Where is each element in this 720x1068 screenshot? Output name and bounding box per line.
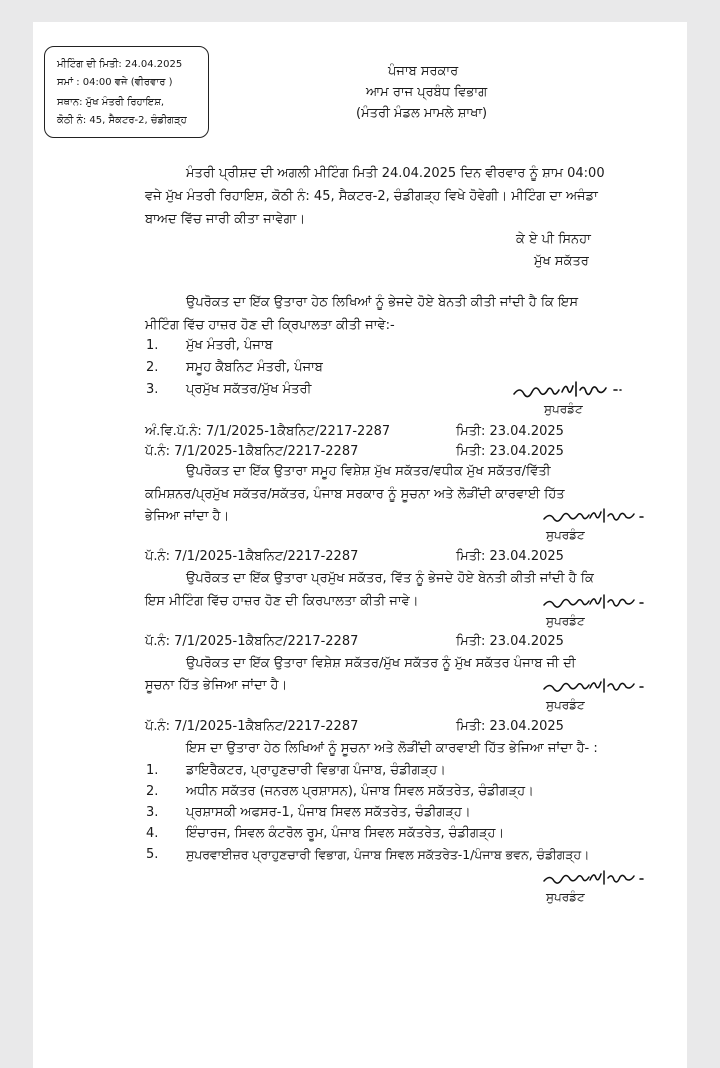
list-item: ਸਮੂਹ ਕੈਬਨਿਟ ਮੰਤਰੀ, ਪੰਜਾਬ bbox=[186, 360, 323, 375]
ref3-line-2: ਇਸ ਮੀਟਿੰਗ ਵਿੱਚ ਹਾਜ਼ਰ ਹੋਣ ਦੀ ਕਿਰਪਾਲਤਾ ਕੀਤੀ ਜਾਵੇ। bbox=[145, 594, 419, 609]
list-item: ਡਾਇਰੈਕਟਰ, ਪ੍ਰਾਹੁਣਚਾਰੀ ਵਿਭਾਗ ਪੰਜਾਬ, ਚੰਡੀਗੜ੍ਹ। bbox=[186, 763, 446, 778]
reference-date: ਮਿਤੀ: 23.04.2025 bbox=[456, 719, 564, 734]
signatory-name: ਕੇ ਏ ਪੀ ਸਿਨਹਾ bbox=[516, 232, 591, 247]
reference-date: ਮਿਤੀ: 23.04.2025 bbox=[456, 549, 564, 564]
header-branch: (ਮੰਤਰੀ ਮੰਡਲ ਮਾਮਲੇ ਸ਼ਾਖਾ) bbox=[356, 106, 488, 121]
intro-line-3: ਬਾਅਦ ਵਿੱਚ ਜਾਰੀ ਕੀਤਾ ਜਾਵੇਗਾ। bbox=[145, 212, 306, 227]
list-item: ਅਧੀਨ ਸਕੱਤਰ (ਜਨਰਲ ਪ੍ਰਸ਼ਾਸਨ), ਪੰਜਾਬ ਸਿਵਲ ਸਕੱਤਰੇਤ, ਚੰਡੀਗੜ੍ਹ। bbox=[186, 784, 534, 799]
list-item-number: 5. bbox=[146, 847, 159, 862]
superintendent-label: ਸੁਪਰਡੰਟ bbox=[546, 528, 585, 542]
meeting-date: ਮੀਟਿੰਗ ਦੀ ਮਿਤੀ: 24.04.2025 bbox=[57, 59, 183, 70]
superintendent-signature bbox=[540, 592, 660, 630]
list-item-number: 2. bbox=[146, 360, 159, 375]
superintendent-label: ਸੁਪਰਡੰਟ bbox=[546, 614, 585, 628]
superintendent-label: ਸੁਪਰਡੰਟ bbox=[546, 698, 585, 712]
signature-scribble bbox=[510, 378, 640, 402]
header-government: ਪੰਜਾਬ ਸਰਕਾਰ bbox=[388, 64, 459, 79]
superintendent-label: ਸੁਪਰਡੰਟ bbox=[546, 890, 585, 904]
ref4-line-1: ਉਪਰੋਕਤ ਦਾ ਇੱਕ ਉਤਾਰਾ ਵਿਸ਼ੇਸ਼ ਸਕੱਤਰ/ਮੁੱਖ ਸਕੱਤਰ ਨੂੰ ਮੁੱਖ ਸਕੱਤਰ ਪੰਜਾਬ ਜੀ ਦੀ bbox=[186, 656, 576, 671]
list-item-number: 4. bbox=[146, 826, 159, 841]
list-item-number: 1. bbox=[146, 763, 159, 778]
list-item-number: 2. bbox=[146, 784, 159, 799]
ref2-line-2: ਕਮਿਸ਼ਨਰ/ਪ੍ਰਮੁੱਖ ਸਕੱਤਰ/ਸਕੱਤਰ, ਪੰਜਾਬ ਸਰਕਾਰ ਨੂੰ ਸੂਚਨਾ ਅਤੇ ਲੋੜੀਂਦੀ ਕਾਰਵਾਈ ਹਿੱਤ bbox=[145, 487, 565, 502]
reference-date: ਮਿਤੀ: 23.04.2025 bbox=[456, 444, 564, 459]
reference-number: ਪੱ.ਨੰ: 7/1/2025-1ਕੈਬਨਿਟ/2217-2287 bbox=[145, 549, 359, 564]
list-item: ਇੰਚਾਰਜ, ਸਿਵਲ ਕੰਟਰੋਲ ਰੂਮ, ਪੰਜਾਬ ਸਿਵਲ ਸਕੱਤਰੇਤ, ਚੰਡੀਗੜ੍ਹ। bbox=[186, 826, 505, 841]
list-item: ਮੁੱਖ ਮੰਤਰੀ, ਪੰਜਾਬ bbox=[186, 338, 273, 353]
meeting-info-box bbox=[44, 46, 209, 138]
superintendent-label: ਸੁਪਰਡੰਟ bbox=[544, 402, 583, 416]
superintendent-signature bbox=[540, 676, 660, 714]
superintendent-signature bbox=[540, 868, 660, 908]
meeting-time: ਸਮਾਂ : 04:00 ਵਜੇ (ਵੀਰਵਾਰ ) bbox=[57, 77, 173, 88]
reference-date: ਮਿਤੀ: 23.04.2025 bbox=[456, 424, 564, 439]
reference-date: ਮਿਤੀ: 23.04.2025 bbox=[456, 634, 564, 649]
meeting-address: ਕੋਠੀ ਨੰ: 45, ਸੈਕਟਰ-2, ਚੰਡੀਗੜ੍ਹ bbox=[57, 115, 187, 126]
ref2-line-1: ਉਪਰੋਕਤ ਦਾ ਇੱਕ ਉਤਾਰਾ ਸਮੂਹ ਵਿਸ਼ੇਸ਼ ਮੁੱਖ ਸਕੱਤਰ/ਵਧੀਕ ਮੁੱਖ ਸਕੱਤਰ/ਵਿੱਤੀ bbox=[186, 464, 551, 479]
ref4-line-2: ਸੂਚਨਾ ਹਿੱਤ ਭੇਜਿਆ ਜਾਂਦਾ ਹੈ। bbox=[145, 678, 288, 693]
list-item: ਪ੍ਰਮੁੱਖ ਸਕੱਤਰ/ਮੁੱਖ ਮੰਤਰੀ bbox=[186, 382, 312, 397]
reference-number: ਪੱ.ਨੰ: 7/1/2025-1ਕੈਬਨਿਟ/2217-2287 bbox=[145, 634, 359, 649]
signatory-title: ਮੁੱਖ ਸਕੱਤਰ bbox=[534, 254, 589, 269]
signature-scribble bbox=[540, 592, 660, 612]
para1-line-2: ਮੀਟਿੰਗ ਵਿੱਚ ਹਾਜ਼ਰ ਹੋਣ ਦੀ ਕ੍ਰਿਪਾਲਤਾ ਕੀਤੀ ਜਾਵੇ:- bbox=[145, 318, 395, 333]
header-department: ਆਮ ਰਾਜ ਪ੍ਰਬੰਧ ਵਿਭਾਗ bbox=[366, 85, 488, 100]
reference-number: ਅੰ.ਵਿ.ਪੱ.ਨੰ: 7/1/2025-1ਕੈਬਨਿਟ/2217-2287 bbox=[145, 424, 391, 439]
ref5-line-1: ਇਸ ਦਾ ਉਤਾਰਾ ਹੇਠ ਲਿਖਿਆਂ ਨੂੰ ਸੂਚਨਾ ਅਤੇ ਲੋੜੀਂਦੀ ਕਾਰਵਾਈ ਹਿੱਤ ਭੇਜਿਆ ਜਾਂਦਾ ਹੈ- : bbox=[186, 741, 598, 756]
list-item-number: 1. bbox=[146, 338, 159, 353]
list-item-number: 3. bbox=[146, 382, 159, 397]
intro-line-1: ਮੰਤਰੀ ਪ੍ਰੀਸ਼ਦ ਦੀ ਅਗਲੀ ਮੀਟਿੰਗ ਮਿਤੀ 24.04.2025 ਦਿਨ ਵੀਰਵਾਰ ਨੂੰ ਸ਼ਾਮ 04:00 bbox=[186, 166, 605, 181]
signature-scribble bbox=[540, 676, 660, 696]
signature-scribble bbox=[540, 506, 660, 526]
list-item-number: 3. bbox=[146, 805, 159, 820]
para1-line-1: ਉਪਰੋਕਤ ਦਾ ਇੱਕ ਉਤਾਰਾ ਹੇਠ ਲਿਖਿਆਂ ਨੂੰ ਭੇਜਦੇ ਹੋਏ ਬੇਨਤੀ ਕੀਤੀ ਜਾਂਦੀ ਹੈ ਕਿ ਇਸ bbox=[186, 295, 578, 310]
list-item: ਸੁਪਰਵਾਈਜ਼ਰ ਪ੍ਰਾਹੁਣਚਾਰੀ ਵਿਭਾਗ, ਪੰਜਾਬ ਸਿਵਲ ਸਕੱਤਰੇਤ-1/ਪੰਜਾਬ ਭਵਨ, ਚੰਡੀਗੜ੍ਹ। bbox=[186, 847, 590, 862]
list-item: ਪ੍ਰਸ਼ਾਸਕੀ ਅਫਸਰ-1, ਪੰਜਾਬ ਸਿਵਲ ਸਕੱਤਰੇਤ, ਚੰਡੀਗੜ੍ਹ। bbox=[186, 805, 471, 820]
ref2-line-3: ਭੇਜਿਆ ਜਾਂਦਾ ਹੈ। bbox=[145, 509, 230, 524]
intro-line-2: ਵਜੇ ਮੁੱਖ ਮੰਤਰੀ ਰਿਹਾਇਸ਼, ਕੋਠੀ ਨੰ: 45, ਸੈਕਟਰ-2, ਚੰਡੀਗੜ੍ਹ ਵਿਖੇ ਹੋਵੇਗੀ। ਮੀਟਿੰਗ ਦਾ ਅਜੰਡਾ bbox=[145, 189, 598, 204]
meeting-venue: ਸਥਾਨ: ਮੁੱਖ ਮੰਤਰੀ ਰਿਹਾਇਸ਼, bbox=[57, 97, 165, 108]
reference-number: ਪੱ.ਨੰ: 7/1/2025-1ਕੈਬਨਿਟ/2217-2287 bbox=[145, 444, 359, 459]
superintendent-signature bbox=[540, 506, 660, 544]
ref3-line-1: ਉਪਰੋਕਤ ਦਾ ਇੱਕ ਉਤਾਰਾ ਪ੍ਰਮੁੱਖ ਸਕੱਤਰ, ਵਿੱਤ ਨੂੰ ਭੇਜਦੇ ਹੋਏ ਬੇਨਤੀ ਕੀਤੀ ਜਾਂਦੀ ਹੈ ਕਿ bbox=[186, 571, 594, 586]
reference-number: ਪੱ.ਨੰ: 7/1/2025-1ਕੈਬਨਿਟ/2217-2287 bbox=[145, 719, 359, 734]
signature-scribble bbox=[540, 868, 660, 888]
superintendent-signature bbox=[510, 378, 640, 422]
